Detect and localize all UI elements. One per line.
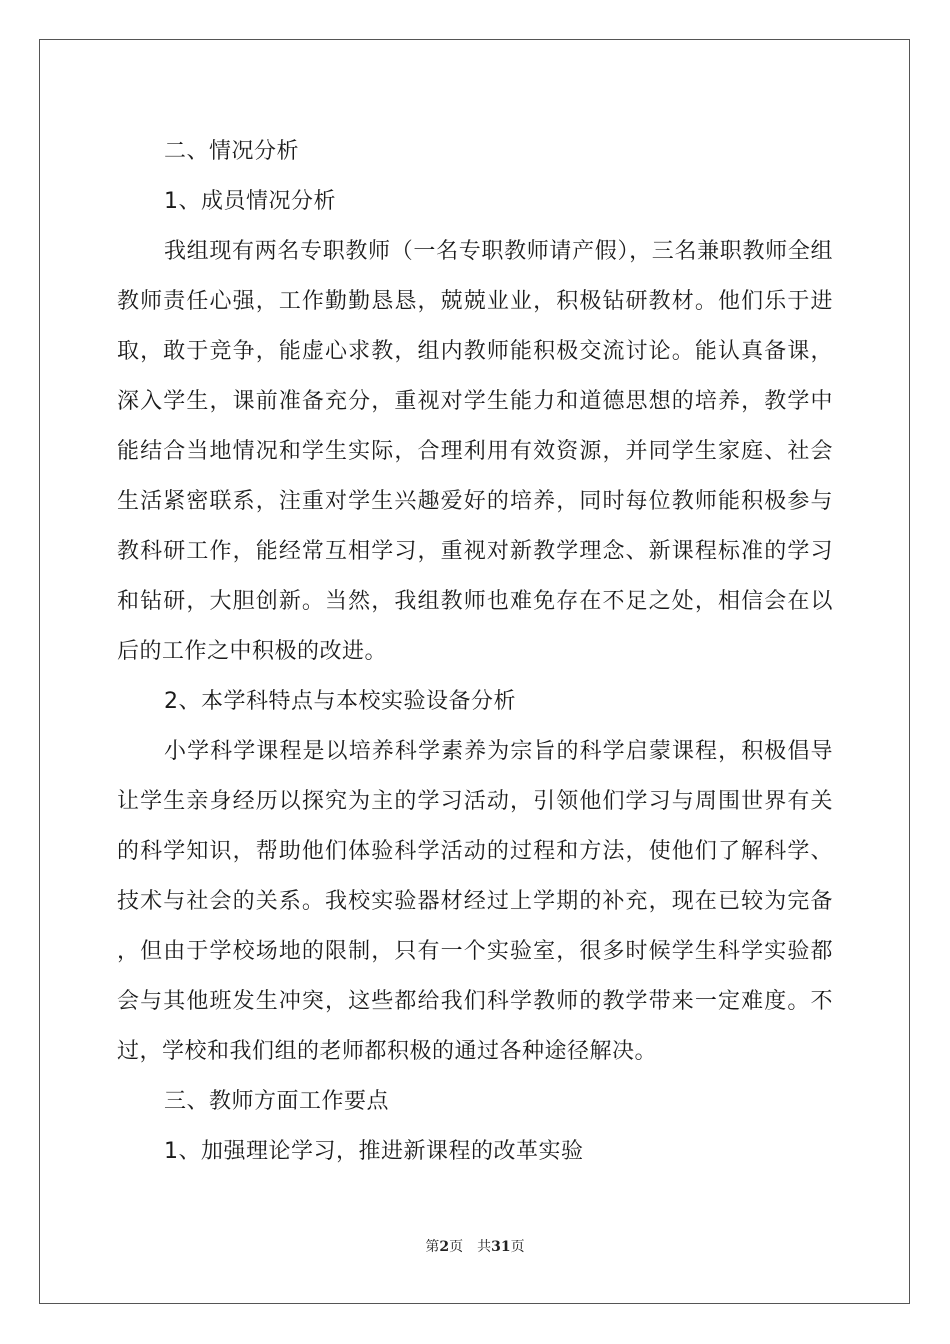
- section-heading-teacher-work: 三、教师方面工作要点: [164, 1089, 390, 1114]
- paragraph-subject-equipment: 小学科学课程是以培养科学素养为宗旨的科学启蒙课程，积极倡导让学生亲身经历以探究为主的学习活动，引领他们学习与周围世界有关的科学知识，帮助他们体验科学活动的过程和方法，使他们了解科学、技术与社会的关系。我校实验器材经过上学期的补充，现在已较为完备，但由于学校场地的限制，只有一个实验室，很多时候学生科学实验都会与其他班发生冲突，这些都给我们科学教师的教学带来一定难度。不过，学校和我们组的老师都积极的通过各种途径解决。: [117, 739, 833, 1064]
- section-heading-situation-analysis: 二、情况分析: [164, 139, 300, 164]
- total-prefix: 共: [477, 1239, 492, 1255]
- page-footer: [0, 1236, 950, 1256]
- paragraph-member-analysis: 我组现有两名专职教师（一名专职教师请产假），三名兼职教师全组教师责任心强，工作勤勤恳恳，兢兢业业，积极钻研教材。他们乐于进取，敢于竞争，能虚心求教，组内教师能积极交流讨论。能认真备课，深入学生，课前准备充分，重视对学生能力和道德思想的培养，教学中能结合当地情况和学生实际，合理利用有效资源，并同学生家庭、社会生活紧密联系，注重对学生兴趣爱好的培养，同时每位教师能积极参与教科研工作，能经常互相学习，重视对新教学理念、新课程标准的学习和钻研，大胆创新。当然，我组教师也难免存在不足之处，相信会在以后的工作之中积极的改进。: [117, 239, 833, 664]
- subheading-subject-equipment: 2、本学科特点与本校实验设备分析: [164, 689, 516, 714]
- subheading-member-analysis: 1、成员情况分析: [164, 189, 336, 214]
- page-prefix: 第: [425, 1239, 440, 1255]
- page-unit: 页: [449, 1239, 464, 1255]
- subheading-theory-study: 1、加强理论学习，推进新课程的改革实验: [164, 1139, 584, 1164]
- document-body: [117, 127, 833, 1177]
- current-page-number: 2: [439, 1239, 450, 1255]
- total-unit: 页: [510, 1239, 525, 1255]
- total-page-count: 31: [491, 1239, 511, 1255]
